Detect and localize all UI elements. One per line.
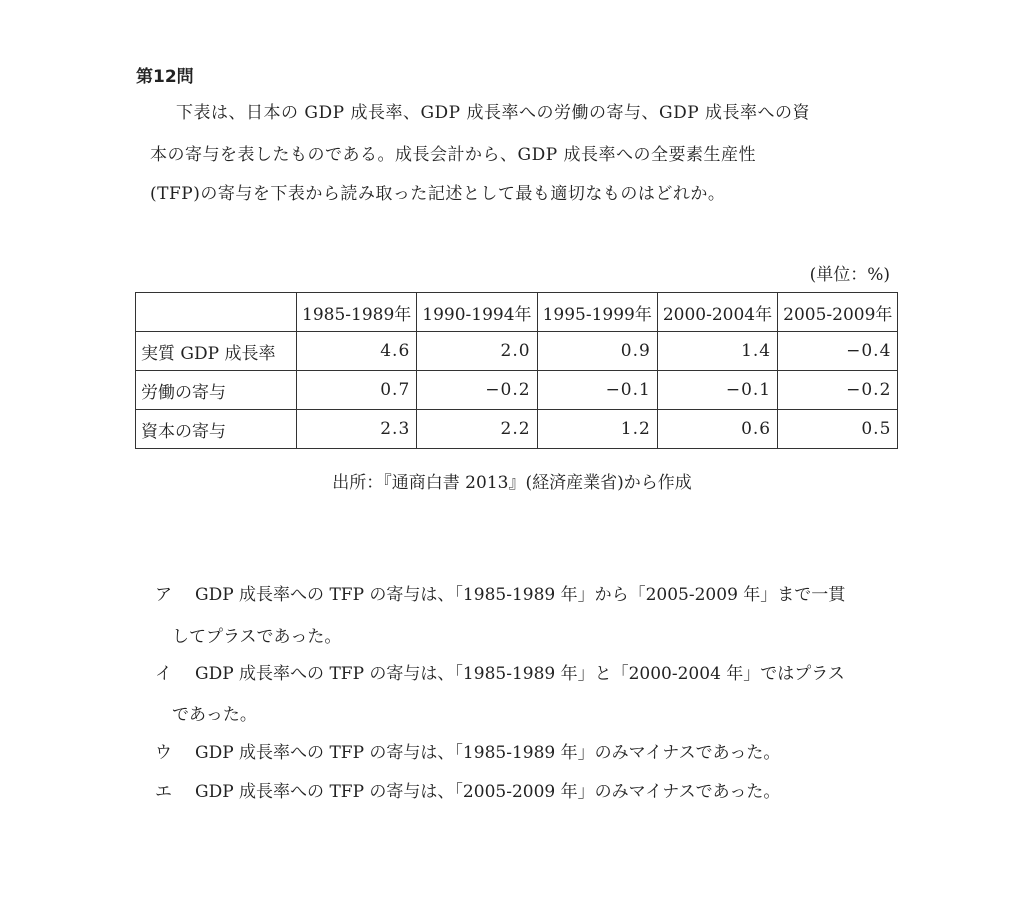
option-a-continuation: してプラスであった。 bbox=[172, 627, 342, 647]
option-u bbox=[155, 738, 780, 763]
data-table bbox=[135, 292, 898, 449]
intro-line-3: (TFP)の寄与を下表から読み取った記述として最も適切なものはどれか。 bbox=[150, 184, 726, 204]
table-cell: −0.1 bbox=[657, 371, 777, 410]
table-header-cell: 1995-1999年 bbox=[537, 293, 657, 332]
table-cell: 1.2 bbox=[537, 410, 657, 449]
table-cell: 0.6 bbox=[657, 410, 777, 449]
table-cell: 2.2 bbox=[417, 410, 537, 449]
intro-line-1: 下表は、日本の GDP 成長率、GDP 成長率への労働の寄与、GDP 成長率への資 bbox=[176, 103, 811, 123]
table-cell: −0.1 bbox=[537, 371, 657, 410]
option-i-continuation: であった。 bbox=[172, 705, 257, 725]
table-cell: 0.5 bbox=[778, 410, 898, 449]
table-row bbox=[136, 371, 898, 410]
table-cell: 1.4 bbox=[657, 332, 777, 371]
option-a bbox=[155, 580, 845, 605]
row-label: 資本の寄与 bbox=[136, 410, 297, 449]
option-mark: ウ bbox=[155, 743, 172, 763]
table-header-cell: 1990-1994年 bbox=[417, 293, 537, 332]
option-text: GDP 成長率への TFP の寄与は、「1985-1989 年」のみマイナスであった。 bbox=[195, 743, 781, 763]
table-cell: −0.4 bbox=[778, 332, 898, 371]
option-i bbox=[155, 659, 845, 684]
table-cell: 2.3 bbox=[297, 410, 417, 449]
option-mark: ア bbox=[155, 585, 172, 605]
option-e bbox=[155, 777, 780, 802]
table-unit: (単位：%) bbox=[809, 265, 890, 285]
table-row bbox=[136, 410, 898, 449]
table-cell: 2.0 bbox=[417, 332, 537, 371]
option-text: GDP 成長率への TFP の寄与は、「1985-1989 年」と「2000-2004 年」ではプラス bbox=[195, 664, 845, 684]
table-row bbox=[136, 332, 898, 371]
table-header-cell: 1985-1989年 bbox=[297, 293, 417, 332]
table-header-cell: 2000-2004年 bbox=[657, 293, 777, 332]
option-text: GDP 成長率への TFP の寄与は、「1985-1989 年」から「2005-2009 年」まで一貫 bbox=[195, 585, 846, 605]
option-mark: エ bbox=[155, 782, 172, 802]
intro-line-2: 本の寄与を表したものである。成長会計から、GDP 成長率への全要素生産性 bbox=[150, 145, 757, 165]
row-label: 実質 GDP 成長率 bbox=[136, 332, 297, 371]
table-cell: 4.6 bbox=[297, 332, 417, 371]
table-cell: 0.9 bbox=[537, 332, 657, 371]
table-header-row bbox=[136, 293, 898, 332]
table-cell: 0.7 bbox=[297, 371, 417, 410]
row-label: 労働の寄与 bbox=[136, 371, 297, 410]
option-mark: イ bbox=[155, 664, 172, 684]
option-text: GDP 成長率への TFP の寄与は、「2005-2009 年」のみマイナスであった。 bbox=[195, 782, 781, 802]
table-cell: −0.2 bbox=[417, 371, 537, 410]
table-source: 出所：『通商白書 2013』(経済産業省)から作成 bbox=[332, 473, 692, 493]
table-header-cell: 2005-2009年 bbox=[778, 293, 898, 332]
question-title: 第12問 bbox=[136, 67, 194, 87]
table-cell: −0.2 bbox=[778, 371, 898, 410]
table-corner-cell bbox=[136, 293, 297, 332]
